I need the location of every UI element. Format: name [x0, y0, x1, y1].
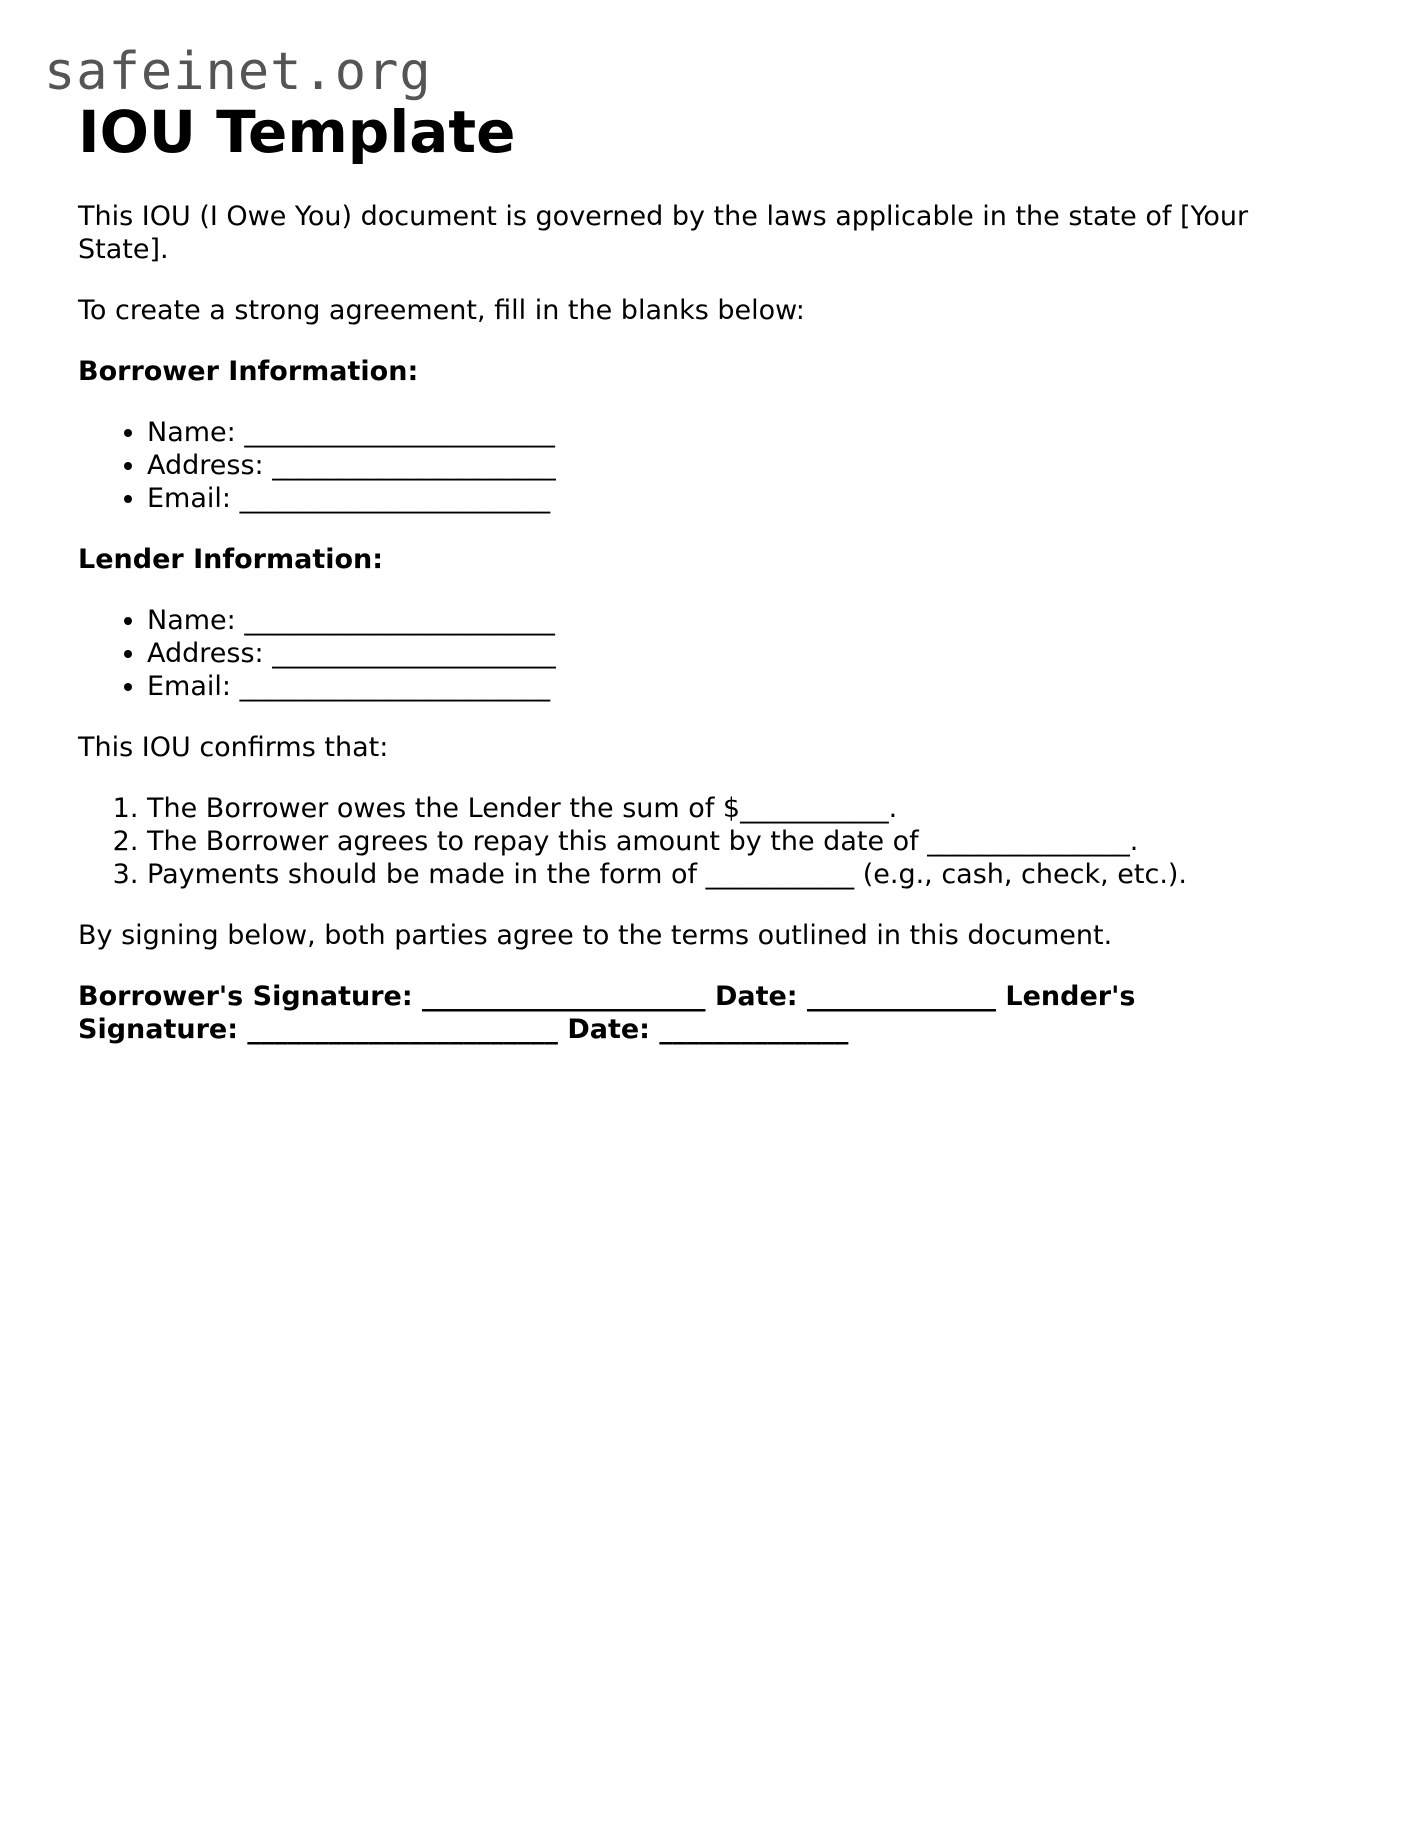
- agreement-paragraph: By signing below, both parties agree to the terms outlined in this document.: [78, 920, 1113, 951]
- borrower-address-field: • Address: _____________________: [147, 449, 1338, 482]
- borrower-name-field: • Name: _______________________: [147, 416, 1338, 449]
- intro-paragraph: This IOU (I Owe You) document is governed by the laws applicable in the state of [Your State].: [78, 201, 1249, 265]
- confirms-label: This IOU confirms that:: [78, 732, 389, 763]
- lender-email-field: • Email: _______________________: [147, 670, 1338, 703]
- term-payment-form: 3. Payments should be made in the form of ___________ (e.g., cash, check, etc.).: [147, 858, 1338, 891]
- lender-address-field: • Address: _____________________: [147, 637, 1338, 670]
- term-repay-date: 2. The Borrower agrees to repay this amount by the date of _______________.: [147, 825, 1338, 858]
- terms-list: [78, 792, 1338, 891]
- instruction-paragraph: To create a strong agreement, fill in the blanks below:: [78, 295, 805, 326]
- signature-block: Borrower's Signature: _____________________ Date: ______________ Lender's Signature: _______________________ Date: ______________: [78, 981, 1136, 1045]
- page-title: IOU Template: [78, 98, 516, 166]
- watermark-text: safeinet.org: [44, 42, 432, 102]
- lender-name-field: • Name: _______________________: [147, 604, 1338, 637]
- borrower-fields-list: [78, 416, 1338, 515]
- borrower-heading: Borrower Information:: [78, 356, 419, 387]
- lender-fields-list: [78, 604, 1338, 703]
- term-sum: 1. The Borrower owes the Lender the sum of $___________.: [147, 792, 1338, 825]
- lender-heading: Lender Information:: [78, 544, 384, 575]
- borrower-email-field: • Email: _______________________: [147, 482, 1338, 515]
- document-body: [78, 98, 1338, 1046]
